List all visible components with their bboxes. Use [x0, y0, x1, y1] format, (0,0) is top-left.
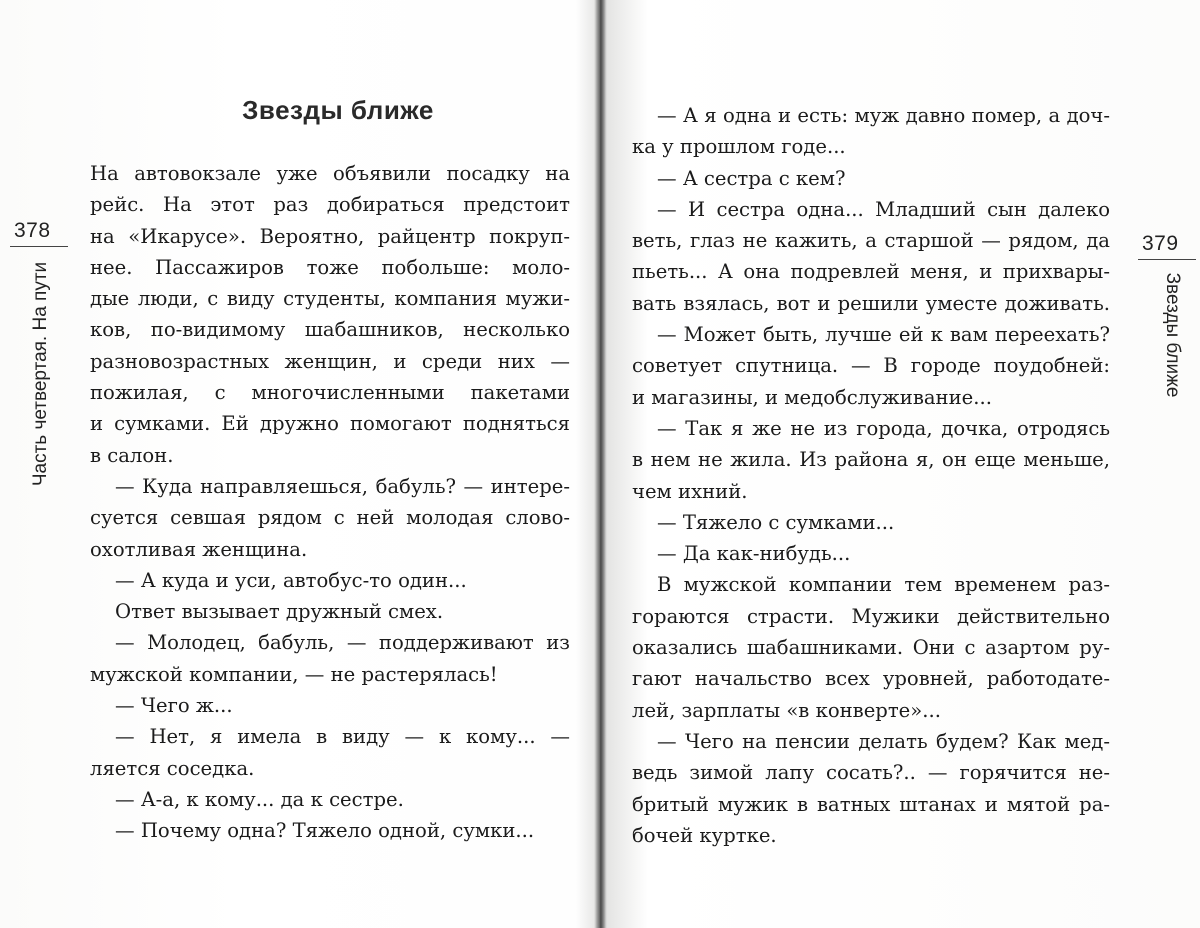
folio-rule-right	[1138, 259, 1196, 260]
text-line: — Так я же не из города, дочка, отродясь	[657, 416, 1110, 440]
text-line: ка у прошлом годе...	[632, 135, 846, 159]
text-line: и сумками. Ей дружно помогают подняться	[90, 412, 570, 436]
page-number-right: 379	[1142, 232, 1179, 255]
text-line: ведь зимой лапу сосать?.. — горячится не-	[632, 761, 1110, 785]
text-line: на «Икарусе». Вероятно, райцентр покруп-	[90, 224, 570, 248]
text-line: — А сестра с кем?	[657, 166, 846, 190]
text-line: мужской компании, — не растерялась!	[90, 662, 498, 686]
folio-rule-left	[10, 246, 68, 247]
text-line: охотливая женщина.	[90, 537, 308, 561]
text-line: вать взялась, вот и решили уместе доживать.	[632, 291, 1110, 315]
text-line: бритый мужик в ватных штанах и мятой ра-	[632, 792, 1110, 816]
text-line: — Нет, я имела в виду — к кому... —	[115, 725, 570, 749]
book-gutter	[594, 0, 606, 928]
text-line: и магазины, и медобслуживание...	[632, 385, 992, 409]
text-line: бочей куртке.	[632, 823, 777, 847]
left-page-text	[90, 158, 570, 847]
text-line: пьеть... А она подревлей меня, и прихвары-	[632, 260, 1110, 284]
text-line: рейс. На этот раз добираться предстоит	[90, 193, 570, 217]
text-line: — Почему одна? Тяжело одной, сумки...	[115, 819, 535, 843]
text-line: чем ихний.	[632, 479, 748, 503]
text-line: — Чего ж...	[115, 694, 233, 718]
text-line: — Тяжело с сумками...	[657, 510, 895, 534]
right-page-text	[632, 100, 1110, 851]
text-line: — Чего на пенсии делать будем? Как мед-	[657, 729, 1110, 753]
text-line: — А-а, к кому... да к сестре.	[115, 787, 404, 811]
text-line: гают начальство всех уровней, работодате-	[632, 667, 1110, 691]
text-line: дые люди, с виду студенты, компания мужи-	[90, 287, 570, 311]
text-line: веть, глаз не кажить, а старшой — рядом, да	[632, 229, 1110, 253]
text-line: ляется соседка.	[90, 756, 255, 780]
text-line: — Молодец, бабуль, — поддерживают из	[115, 631, 570, 655]
left-page	[0, 0, 594, 928]
text-line: разновозрастных женщин, и среди них —	[90, 349, 570, 373]
text-line: — А куда и уси, автобус-то один...	[115, 568, 467, 592]
text-line: В мужской компании тем временем раз-	[657, 573, 1110, 597]
text-line: лей, зарплаты «в конверте»...	[632, 698, 941, 722]
text-line: в нем не жила. Из района я, он еще меньше,	[632, 448, 1110, 472]
text-line: суется севшая рядом с ней молодая слово-	[90, 506, 570, 530]
text-line: в салон.	[90, 443, 174, 467]
chapter-title: Звезды ближе	[242, 95, 434, 125]
text-line: нее. Пассажиров тоже побольше: моло-	[90, 255, 570, 279]
text-line: — Может быть, лучше ей к вам переехать?	[657, 323, 1110, 347]
text-line: — Да как-нибудь...	[657, 542, 851, 566]
page-number-left: 378	[14, 219, 51, 242]
text-line: — И сестра одна... Младший сын далеко	[657, 197, 1110, 221]
text-line: ков, по-видимому шабашников, несколько	[90, 318, 570, 342]
text-line: — Куда направляешься, бабуль? — интере-	[115, 474, 570, 498]
text-line: гораются страсти. Мужики действительно	[632, 604, 1110, 628]
text-line: — А я одна и есть: муж давно помер, а доч-	[657, 104, 1110, 127]
right-page	[606, 0, 1200, 928]
text-line: пожилая, с многочисленными пакетами	[90, 381, 570, 405]
text-line: оказались шабашниками. Они с азартом ру-	[632, 636, 1110, 660]
running-head-right: Звезды ближе	[1162, 272, 1183, 398]
text-line: Ответ вызывает дружный смех.	[115, 600, 444, 624]
text-line: На автовокзале уже объявили посадку на	[90, 162, 570, 185]
running-head-left: Часть четвертая. На пути	[30, 261, 51, 487]
text-line: советует спутница. — В городе поудобней:	[632, 354, 1110, 378]
